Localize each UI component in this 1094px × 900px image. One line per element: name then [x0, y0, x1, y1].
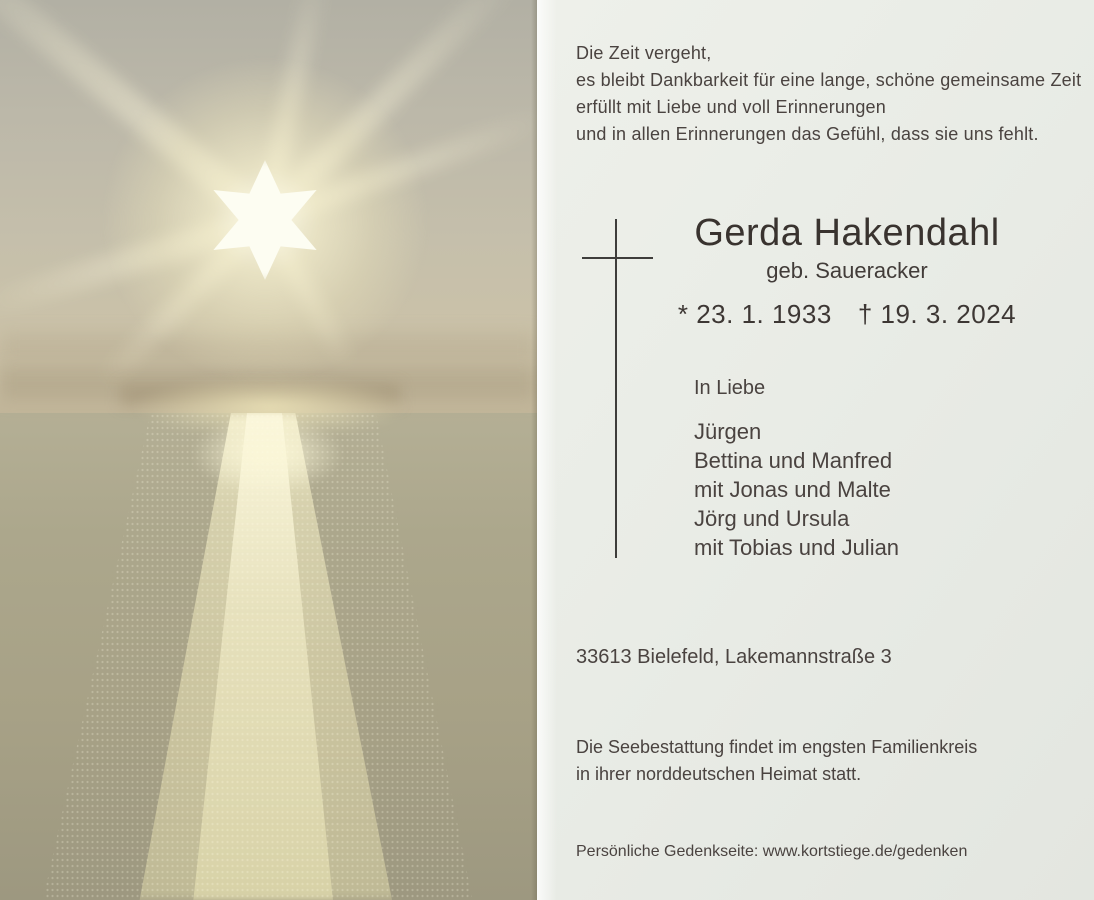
address-line: 33613 Bielefeld, Lakemannstraße 3 — [576, 646, 892, 668]
mourner-line: mit Tobias und Julian — [694, 535, 900, 560]
cross-vertical-bar — [615, 219, 617, 558]
notice-line: in ihrer norddeutschen Heimat statt. — [576, 764, 862, 784]
mourner-line: Jürgen — [694, 419, 762, 444]
memorial-verse — [576, 40, 1081, 148]
salutation: In Liebe — [694, 377, 766, 399]
verse-line: Die Zeit vergeht, — [576, 43, 712, 63]
birth-date: * 23. 1. 1933 — [677, 299, 832, 329]
announcement-panel — [537, 0, 1094, 900]
maiden-name: geb. Saueracker — [766, 258, 928, 283]
life-dates — [637, 299, 1057, 330]
mourners-list — [694, 417, 899, 562]
mourner-line: Jörg und Ursula — [694, 506, 850, 531]
verse-line: und in allen Erinnerungen das Gefühl, dass sie uns fehlt. — [576, 124, 1039, 144]
mourner-line: mit Jonas und Malte — [694, 477, 891, 502]
funeral-notice — [576, 734, 977, 788]
mourner-line: Bettina und Manfred — [694, 448, 893, 473]
memorial-site-line: Persönliche Gedenkseite: www.kortstiege.de/gedenken — [576, 843, 968, 860]
notice-line: Die Seebestattung findet im engsten Familienkreis — [576, 737, 978, 757]
sunset-sea-photo — [0, 0, 537, 900]
verse-line: erfüllt mit Liebe und voll Erinnerungen — [576, 97, 886, 117]
death-date: † 19. 3. 2024 — [857, 299, 1017, 329]
verse-line: es bleibt Dankbarkeit für eine lange, schöne gemeinsame Zeit — [576, 70, 1082, 90]
deceased-name: Gerda Hakendahl — [694, 212, 1000, 254]
